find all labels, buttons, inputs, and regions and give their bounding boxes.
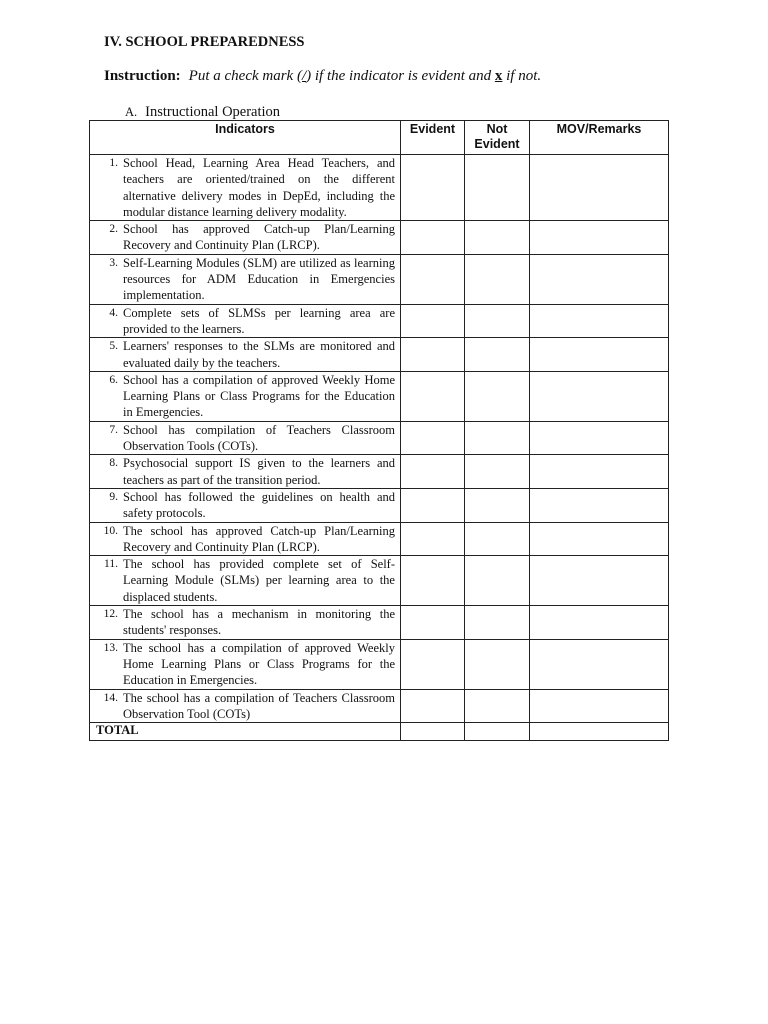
indicator-cell xyxy=(90,606,401,640)
indicator-cell xyxy=(90,522,401,556)
table-row xyxy=(90,689,669,723)
not-evident-cell[interactable] xyxy=(465,689,530,723)
mov-remarks-cell[interactable] xyxy=(530,221,669,255)
indicator-text: The school has a compilation of approved Weekly Home Learning Plans or Class Programs for the Education in Emergencies. xyxy=(123,640,395,688)
evident-cell[interactable] xyxy=(401,606,465,640)
table-row xyxy=(90,155,669,221)
mov-remarks-cell[interactable] xyxy=(530,522,669,556)
mov-remarks-cell[interactable] xyxy=(530,421,669,455)
table-row xyxy=(90,421,669,455)
indicator-number: 9. xyxy=(109,490,118,503)
not-evident-cell[interactable] xyxy=(465,254,530,304)
not-evident-cell[interactable] xyxy=(465,488,530,522)
total-label: TOTAL xyxy=(90,723,401,741)
indicator-number: 4. xyxy=(109,306,118,319)
mov-remarks-cell[interactable] xyxy=(530,556,669,606)
indicator-text: The school has a compilation of Teachers Classroom Observation Tool (COTs) xyxy=(123,690,395,721)
indicator-cell xyxy=(90,556,401,606)
evident-cell[interactable] xyxy=(401,371,465,421)
table-body xyxy=(90,155,669,723)
indicator-cell xyxy=(90,155,401,221)
indicator-number: 8. xyxy=(109,457,118,470)
total-mov-cell[interactable] xyxy=(530,723,669,741)
mov-remarks-cell[interactable] xyxy=(530,455,669,489)
table-row xyxy=(90,254,669,304)
indicator-text: School has compilation of Teachers Classroom Observation Tools (COTs). xyxy=(123,422,395,454)
instruction-label: Instruction: xyxy=(104,68,181,84)
not-evident-cell[interactable] xyxy=(465,556,530,606)
indicator-text: Psychosocial support IS given to the learners and teachers as part of the transition period. xyxy=(123,456,395,487)
mov-remarks-cell[interactable] xyxy=(530,371,669,421)
table-total-row xyxy=(90,723,669,741)
indicator-text: School has followed the guidelines on health and safety protocols. xyxy=(123,489,395,521)
indicator-text: Complete sets of SLMSs per learning area are provided to the learners. xyxy=(123,305,395,336)
total-not-evident-cell[interactable] xyxy=(465,723,530,741)
indicator-number: 10. xyxy=(103,524,118,537)
header-indicators: Indicators xyxy=(90,121,401,155)
indicator-number: 11. xyxy=(104,558,118,571)
table-row xyxy=(90,304,669,338)
indicator-text: School Head, Learning Area Head Teachers, and teachers are oriented/trained on the different alternative delivery modes in DepEd, including the modular distance learning delivery modality. xyxy=(123,156,395,219)
not-evident-cell[interactable] xyxy=(465,371,530,421)
not-evident-cell[interactable] xyxy=(465,304,530,338)
table-row xyxy=(90,639,669,689)
check-symbol: / xyxy=(301,68,307,84)
indicator-cell xyxy=(90,304,401,338)
not-evident-cell[interactable] xyxy=(465,155,530,221)
evident-cell[interactable] xyxy=(401,455,465,489)
indicator-text: Self-Learning Modules (SLM) are utilized as learning resources for ADM Education in Emergencies implementation. xyxy=(123,255,395,303)
mov-remarks-cell[interactable] xyxy=(530,254,669,304)
indicator-number: 5. xyxy=(109,340,118,353)
indicator-number: 12. xyxy=(103,608,118,621)
table-row xyxy=(90,221,669,255)
table-header-row xyxy=(90,121,669,155)
subsection-number: A. xyxy=(125,105,138,119)
mov-remarks-cell[interactable] xyxy=(530,488,669,522)
not-evident-cell[interactable] xyxy=(465,421,530,455)
evident-cell[interactable] xyxy=(401,639,465,689)
indicator-number: 1. xyxy=(109,157,118,169)
indicator-cell xyxy=(90,338,401,372)
not-evident-cell[interactable] xyxy=(465,221,530,255)
evident-cell[interactable] xyxy=(401,689,465,723)
table-row xyxy=(90,488,669,522)
instruction-text xyxy=(189,68,541,84)
evident-cell[interactable] xyxy=(401,304,465,338)
indicator-cell xyxy=(90,371,401,421)
checklist-table xyxy=(89,120,669,741)
indicator-number: 14. xyxy=(103,691,118,704)
not-evident-cell[interactable] xyxy=(465,455,530,489)
not-evident-cell[interactable] xyxy=(465,606,530,640)
not-evident-cell[interactable] xyxy=(465,522,530,556)
evident-cell[interactable] xyxy=(401,254,465,304)
indicator-cell xyxy=(90,639,401,689)
table-row xyxy=(90,371,669,421)
indicator-cell xyxy=(90,689,401,723)
not-evident-cell[interactable] xyxy=(465,639,530,689)
indicator-text: School has approved Catch-up Plan/Learning Recovery and Continuity Plan (LRCP). xyxy=(123,222,395,253)
section-heading: IV. SCHOOL PREPAREDNESS xyxy=(104,34,305,50)
indicator-text: The school has approved Catch-up Plan/Learning Recovery and Continuity Plan (LRCP). xyxy=(123,523,395,554)
table-row xyxy=(90,455,669,489)
subsection-label: Instructional Operation xyxy=(145,104,281,120)
mov-remarks-cell[interactable] xyxy=(530,338,669,372)
table-row xyxy=(90,522,669,556)
x-symbol: x xyxy=(494,68,503,84)
subsection-title xyxy=(125,104,280,121)
header-not-evident: Not Evident xyxy=(465,121,530,155)
instruction-text-mid: ) if the indicator is evident and xyxy=(306,68,495,84)
indicator-number: 6. xyxy=(109,373,118,386)
header-mov-remarks: MOV/Remarks xyxy=(530,121,669,155)
indicator-number: 3. xyxy=(109,256,118,269)
indicator-number: 2. xyxy=(109,223,118,236)
indicator-cell xyxy=(90,221,401,255)
header-evident: Evident xyxy=(401,121,465,155)
indicator-cell xyxy=(90,421,401,455)
evident-cell[interactable] xyxy=(401,522,465,556)
indicator-cell xyxy=(90,488,401,522)
instruction-text-before: Put a check mark ( xyxy=(188,68,302,84)
evident-cell[interactable] xyxy=(401,421,465,455)
table-row xyxy=(90,556,669,606)
mov-remarks-cell[interactable] xyxy=(530,689,669,723)
evident-cell[interactable] xyxy=(401,488,465,522)
mov-remarks-cell[interactable] xyxy=(530,304,669,338)
not-evident-cell[interactable] xyxy=(465,338,530,372)
evident-cell[interactable] xyxy=(401,221,465,255)
mov-remarks-cell[interactable] xyxy=(530,606,669,640)
indicator-text: The school has provided complete set of Self-Learning Module (SLMs) per learning area to the displaced students. xyxy=(123,557,395,604)
evident-cell[interactable] xyxy=(401,556,465,606)
instruction-line xyxy=(104,68,541,85)
indicator-number: 13. xyxy=(103,641,118,654)
table-row xyxy=(90,338,669,372)
indicator-text: Learners' responses to the SLMs are monitored and evaluated daily by the teachers. xyxy=(123,339,395,370)
indicator-number: 7. xyxy=(109,423,118,436)
indicator-text: The school has a mechanism in monitoring the students' responses. xyxy=(123,607,395,638)
total-evident-cell[interactable] xyxy=(401,723,465,741)
evident-cell[interactable] xyxy=(401,338,465,372)
indicator-cell xyxy=(90,455,401,489)
indicator-cell xyxy=(90,254,401,304)
mov-remarks-cell[interactable] xyxy=(530,155,669,221)
table-row xyxy=(90,606,669,640)
indicator-text: School has a compilation of approved Weekly Home Learning Plans or Class Programs for the Education in Emergencies. xyxy=(123,372,395,420)
mov-remarks-cell[interactable] xyxy=(530,639,669,689)
instruction-text-after: if not. xyxy=(502,68,542,84)
evident-cell[interactable] xyxy=(401,155,465,221)
